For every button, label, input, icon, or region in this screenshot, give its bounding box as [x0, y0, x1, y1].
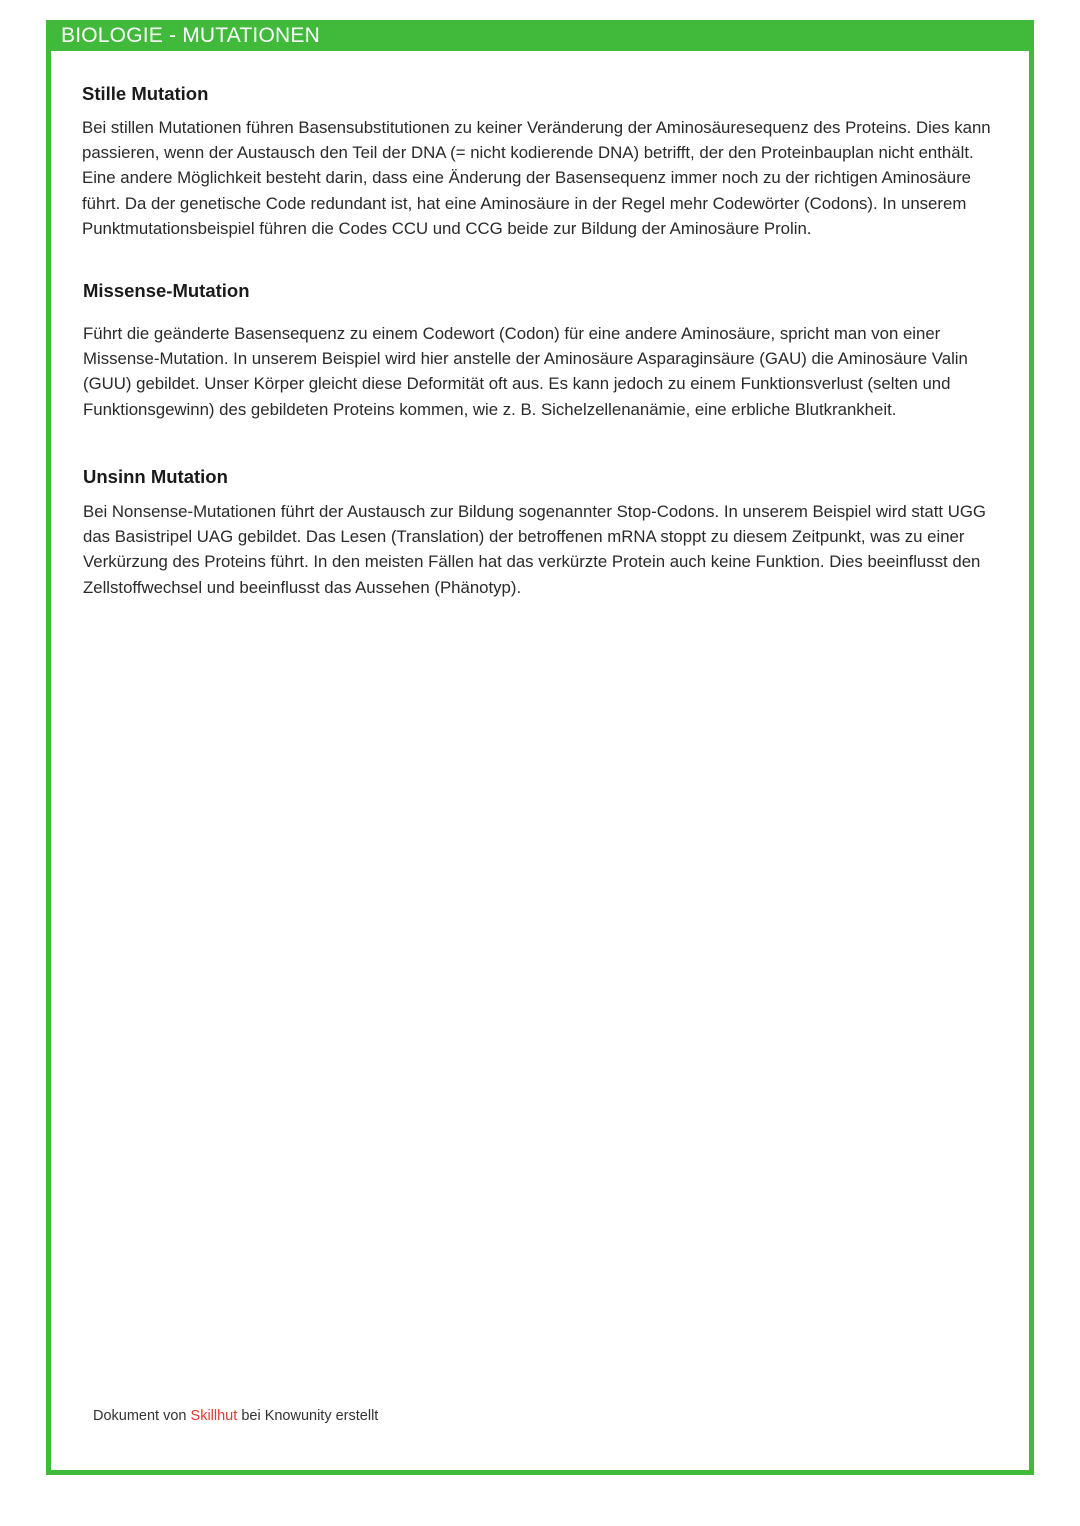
page-title: BIOLOGIE - MUTATIONEN	[61, 24, 320, 47]
section-text: Führt die geänderte Basensequenz zu einem Codewort (Codon) für eine andere Aminosäure, spricht man von einer Missense-Mutation. In unserem Beispiel wird hier anstelle der Aminosäure Asparaginsäure (GAU) die Aminosäure Valin (GUU) gebildet. Unser Körper gleicht diese Deformität oft aus. Es kann jedoch zu einem Funktionsverlust (selten und Funktionsgewinn) des gebildeten Proteins kommen, wie z. B. Sichelzellenanämie, eine erbliche Blutkrankheit.	[83, 324, 968, 419]
header-bar	[51, 20, 1029, 51]
section-heading: Stille Mutation	[82, 83, 209, 104]
section-heading: Missense-Mutation	[83, 280, 250, 301]
footer-prefix: Dokument von	[93, 1408, 187, 1424]
section-text: Bei Nonsense-Mutationen führt der Austausch zur Bildung sogenannter Stop-Codons. In unserem Beispiel wird statt UGG das Basistripel UAG gebildet. Das Lesen (Translation) der betroffenen mRNA stoppt zu diesem Zeitpunkt, was zu einer Verkürzung des Proteins führt. In den meisten Fällen hat das verkürzte Protein auch keine Funktion. Dies beeinflusst den Zellstoffwechsel und beeinflusst das Aussehen (Phänotyp).	[83, 502, 986, 597]
footer-credit	[93, 1407, 378, 1425]
section-missense-mutation	[83, 279, 1003, 422]
page-frame	[46, 20, 1034, 1475]
section-stille-mutation	[82, 82, 1002, 241]
section-unsinn-mutation	[83, 465, 1003, 600]
footer-suffix: bei Knowunity erstellt	[241, 1408, 379, 1424]
section-heading: Unsinn Mutation	[83, 466, 228, 487]
section-text: Bei stillen Mutationen führen Basensubstitutionen zu keiner Veränderung der Aminosäuresequenz des Proteins. Dies kann passieren, wenn der Austausch den Teil der DNA (= nicht kodierende DNA) betrifft, der den Proteinbauplan nicht enthält. Eine andere Möglichkeit besteht darin, dass eine Änderung der Basensequenz immer noch zu der richtigen Aminosäure führt. Da der genetische Code redundant ist, hat eine Aminosäure in der Regel mehr Codewörter (Codons). In unserem Punktmutationsbeispiel führen die Codes CCU und CCG beide zur Bildung der Aminosäure Prolin.	[82, 118, 991, 238]
author-link[interactable]: Skillhut	[190, 1408, 238, 1424]
